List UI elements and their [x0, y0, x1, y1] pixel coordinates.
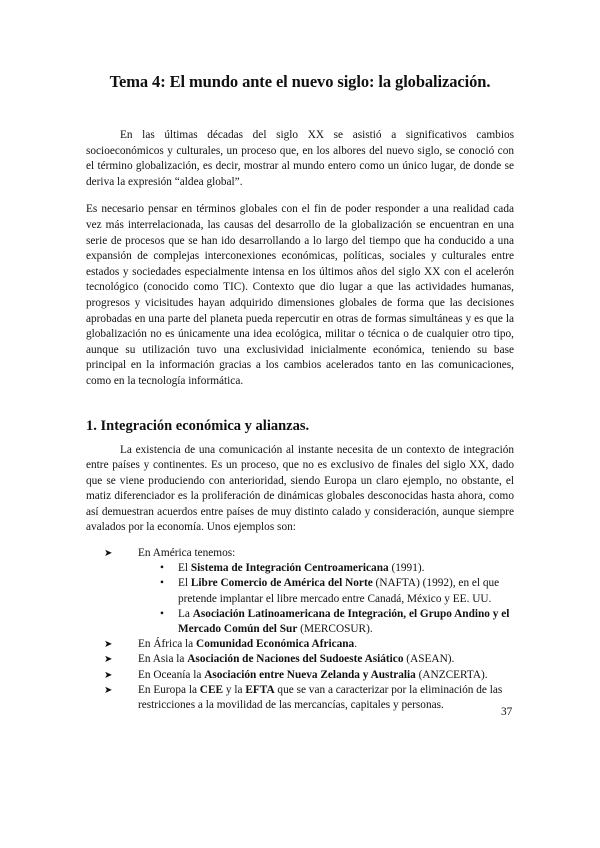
- page-title: Tema 4: El mundo ante el nuevo siglo: la globalización.: [109, 72, 491, 91]
- list-item-asia: ➤ En Asia la Asociación de Naciones del Sudoeste Asiático (ASEAN).: [104, 652, 514, 667]
- arrow-bullet-icon: ➤: [104, 654, 113, 666]
- page-number: 37: [501, 706, 513, 718]
- intro-paragraph: En las últimas décadas del siglo XX se asistió a significativos cambios socioeconómicos y culturales, un proceso que, en los albores del nuevo siglo, se conoció con el término globalización, es decir, mostrar al mundo entero como un único lugar, de donde se deriva la expresión “aldea global”.: [86, 129, 514, 188]
- section-heading: 1. Integración económica y alianzas.: [86, 417, 310, 434]
- bullet-icon: •: [160, 607, 164, 620]
- document-page: [86, 72, 514, 713]
- section-paragraph: La existencia de una comunicación al instante necesita de un contexto de integración entre países y continentes. Es un proceso, que no es exclusivo de finales del siglo XX, dado que se viene produciendo con anterioridad, siendo Europa un claro ejemplo, no obstante, el matiz diferenciador es la proliferación de dinámicas globales desconocidas hasta ahora, como así demuestran acuerdos entre países de muy distinto calado y consideración, aunque siempre avalados por la economía. Unos ejemplos son:: [86, 443, 514, 534]
- list-item: • La Asociación Latinoamericana de Integración, el Grupo Andino y el Mercado Común del Sur (MERCOSUR).: [160, 607, 510, 636]
- arrow-bullet-icon: ➤: [104, 639, 113, 651]
- examples-list: [86, 546, 514, 713]
- arrow-bullet-icon: ➤: [104, 548, 113, 560]
- list-item-america: ➤ En América tenemos: • El Sistema de Integración Centroamericana (1991). • El Libre Comercio de América del Norte (NAFTA) (1992), en el que pretende implantar el libre mercado entre Canadá, México y EE. UU. • La Asociación Latinoamericana de Integración, el Grupo Andino y el Mercado Común del Sur (MERCOSUR).: [104, 546, 514, 637]
- list-item-oceania: ➤ En Oceanía la Asociación entre Nueva Zelanda y Australia (ANZCERTA).: [104, 668, 514, 683]
- body-paragraph: Es necesario pensar en términos globales con el fin de poder responder a una realidad cada vez más interrelacionada, las causas del desarrollo de la globalización se encuentran en una serie de procesos que se han ido desarrollando a lo largo del tiempo que ha conducido a una expansión de complejas interconexiones económicas, políticas, sociales y culturales entre estados y sociedades especialmente intensa en los últimos años del siglo XX con el acelerón tecnológico (conocido como TIC). Contexto que dio lugar a que las actividades humanas, progresos y vicisitudes hayan adquirido dimensiones globales de forma que las decisiones aprobadas en una parte del planeta pueda repercutir en otras de formas simultáneas y es que la globalización no es únicamente una idea ecológica, militar o técnica o de cualquier otro tipo, aunque su utilización tuvo una exclusividad inicialmente económica, teniendo su base principal en la información gracias a los cambios acelerados tanto en las comunicaciones, como en la tecnología informática.: [86, 203, 514, 387]
- list-item: • El Libre Comercio de América del Norte (NAFTA) (1992), en el que pretende implantar el libre mercado entre Canadá, México y EE. UU.: [160, 577, 500, 605]
- list-item-europa: ➤ En Europa la CEE y la EFTA que se van a caracterizar por la eliminación de las restricciones a la movilidad de las mercancías, capitales y personas.: [104, 683, 503, 712]
- arrow-bullet-icon: ➤: [104, 684, 113, 696]
- arrow-bullet-icon: ➤: [104, 669, 113, 681]
- list-item-africa: ➤ En África la Comunidad Económica Africana.: [104, 637, 514, 652]
- bullet-icon: •: [160, 562, 164, 575]
- list-item: • El Sistema de Integración Centroamericana (1991).: [160, 561, 514, 576]
- america-sublist: [138, 561, 514, 637]
- bullet-icon: •: [160, 577, 164, 590]
